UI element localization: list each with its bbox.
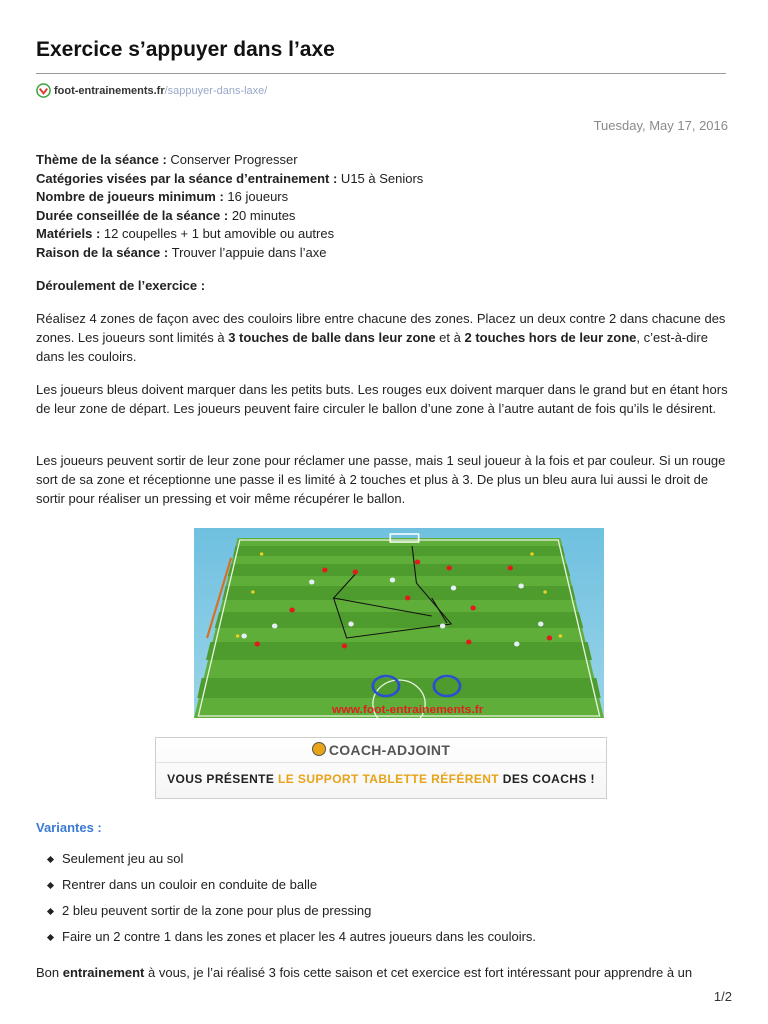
variants-heading: Variantes :	[36, 820, 102, 835]
info-row	[36, 151, 423, 170]
info-label: Nombre de joueurs minimum :	[36, 189, 224, 205]
field-watermark: www.foot-entrainements.fr	[332, 704, 484, 716]
coach-adjoint-banner[interactable]	[155, 737, 607, 799]
source-path[interactable]: /sappuyer-dans-laxe/	[164, 84, 268, 97]
paragraph-2: Les joueurs bleus doivent marquer dans les petits buts. Les rouges eux doivent marquer dans le grand but en étant hors de leur zone de départ. Les joueurs peuvent faire circuler le ballon d’une zone à l’autre autant de fois qu’ils le désirent.	[36, 382, 728, 416]
para-text: et à	[435, 330, 465, 345]
para-bold: entrainement	[62, 965, 145, 980]
banner-brand	[156, 742, 606, 758]
info-row	[36, 188, 423, 207]
list-item	[36, 876, 536, 902]
info-label: Raison de la séance :	[36, 244, 169, 260]
banner-tagline	[156, 772, 606, 786]
para-text: Réalisez 4 zones de façon avec des couloirs libre entre chacune des zones. Placez un deux contre 2 dans chacune des zones. Les joueurs sont limités à	[36, 311, 726, 345]
paragraph-1	[36, 309, 728, 366]
tag-text: VOUS PRÉSENTE	[167, 772, 279, 786]
para-bold: 2 touches hors de leur zone	[464, 330, 637, 345]
list-item-text: Seulement jeu au sol	[62, 851, 184, 866]
para-text: , c’est-à-dire dans les couloirs.	[36, 330, 708, 364]
info-label: Matériels :	[36, 226, 101, 242]
session-info	[36, 151, 423, 263]
tag-text: DES COACHS !	[499, 772, 595, 786]
info-value: Trouver l’appuie dans l’axe	[168, 244, 327, 260]
list-item-text: Rentrer dans un couloir en conduite de balle	[62, 877, 318, 892]
info-label: Thème de la séance :	[36, 152, 167, 167]
banner-separator	[156, 762, 606, 763]
closing-paragraph	[36, 963, 728, 982]
bullet-icon	[47, 934, 54, 941]
info-value: Conserver Progresser	[166, 152, 298, 167]
para-bold: 3 touches de balle dans leur zone	[228, 330, 436, 345]
info-value: 16 joueurs	[223, 189, 289, 205]
deroulement-title: Déroulement de l’exercice :	[36, 278, 206, 293]
source-line	[36, 83, 267, 98]
info-label: Durée conseillée de la séance :	[36, 207, 229, 223]
para-text: Bon	[36, 965, 63, 980]
tag-highlight: LE SUPPORT TABLETTE RÉFÉRENT	[278, 772, 500, 786]
info-row	[36, 207, 423, 226]
page-number: 1/2	[713, 989, 732, 1004]
source-domain[interactable]: foot-entrainements.fr	[54, 84, 165, 97]
info-row	[36, 244, 423, 263]
section-heading	[36, 276, 728, 295]
info-label: Catégories visées par la séance d’entrainement :	[36, 170, 338, 186]
info-value: U15 à Seniors	[337, 170, 424, 186]
bullet-icon	[47, 882, 54, 889]
list-item-text: Faire un 2 contre 1 dans les zones et placer les 4 autres joueurs dans les couloirs.	[62, 929, 537, 944]
bullet-icon	[47, 856, 54, 863]
banner-brand-text: COACH-ADJOINT	[328, 742, 451, 758]
info-row	[36, 225, 423, 244]
bullet-icon	[47, 908, 54, 915]
variants-list	[36, 850, 536, 954]
page-title: Exercice s’appuyer dans l’axe	[36, 38, 335, 61]
paragraph-3: Les joueurs peuvent sortir de leur zone pour réclamer une passe, mais 1 seul joueur à la fois et par couleur. Si un rouge sort de sa zone et réceptionne une passe il es limité à 2 touches et plus à 3. De plus un bleu aura lui aussi le droit de sortir pour réaliser un pressing et voir même récupérer le ballon.	[36, 453, 726, 506]
info-row	[36, 170, 423, 189]
list-item-text: 2 bleu peuvent sortir de la zone pour plus de pressing	[62, 903, 372, 918]
ball-icon	[312, 742, 326, 756]
training-field-diagram	[194, 528, 604, 718]
site-logo-icon	[36, 83, 51, 98]
para-text: à vous, je l’ai réalisé 3 fois cette saison et cet exercice est fort intéressant pour apprendre à un	[144, 965, 693, 980]
publish-date: Tuesday, May 17, 2016	[593, 118, 728, 133]
info-value: 20 minutes	[228, 207, 296, 223]
list-item	[36, 850, 536, 876]
title-divider	[36, 73, 726, 74]
info-value: 12 coupelles + 1 but amovible ou autres	[100, 226, 335, 242]
list-item	[36, 928, 536, 954]
list-item	[36, 902, 536, 928]
